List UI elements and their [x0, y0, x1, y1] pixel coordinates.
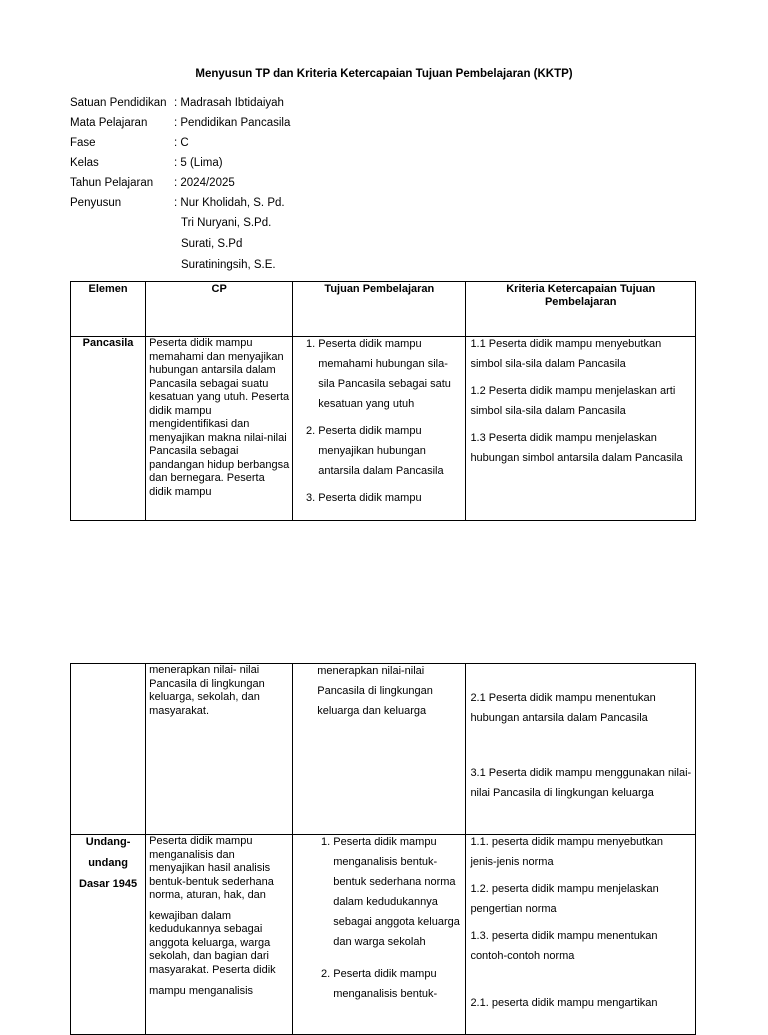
meta-row-mapel: [70, 116, 290, 136]
kktp-item: 1.2 Peserta didik mampu menjelaskan arti simbol sila-sila dalam Pancasila: [470, 385, 676, 417]
cell-elemen: [71, 835, 146, 1035]
table-row: [71, 664, 696, 835]
cell-tp: [293, 664, 466, 835]
cell-cp: Peserta didik mampu memahami dan menyajikan hubungan antarsila dalam Pancasila sebagai suatu kesatuan yang utuh. Peserta didik mampu mengidentifikasi dan menyajikan makna nilai-nilai Pancasila sebagai pandangan hidup berbangsa dan bernegara. Peserta didik mampu: [146, 337, 293, 521]
kktp-item: 2.1 Peserta didik mampu menentukan hubungan antarsila dalam Pancasila: [470, 692, 656, 724]
cp-part: kewajiban dalam kedudukannya sebagai anggota keluarga, warga sekolah, dan bagian dari masyarakat. Peserta didik: [149, 909, 276, 976]
cell-cp: menerapkan nilai- nilai Pancasila di lingkungan keluarga, sekolah, dan masyarakat.: [146, 664, 293, 835]
meta-author: Surati, S.Pd: [181, 238, 243, 250]
kktp-item: 2.1. peserta didik mampu mengartikan: [470, 997, 658, 1009]
meta-label: Satuan Pendidikan: [70, 97, 167, 109]
kktp-table-page1: [70, 281, 696, 521]
cell-tp: [293, 337, 466, 521]
tp-item: 1. Peserta didik mampu menganalisis bentuk-bentuk sederhana norma dalam kedudukannya sebagai anggota keluarga dan warga sekolah: [333, 832, 462, 952]
kktp-table-page2: [70, 663, 696, 1035]
tp-item: 2. Peserta didik mampu menganalisis bentuk-: [333, 964, 462, 1004]
meta-author: Suratiningsih, S.E.: [181, 259, 276, 271]
meta-label: Kelas: [70, 157, 99, 169]
document-meta: [70, 96, 290, 279]
meta-label: Fase: [70, 137, 96, 149]
document-title: Menyusun TP dan Kriteria Ketercapaian Tujuan Pembelajaran (KKTP): [195, 68, 573, 80]
cell-elemen-empty: [71, 664, 146, 835]
kktp-item: 3.1 Peserta didik mampu menggunakan nilai-nilai Pancasila di lingkungan keluarga: [470, 767, 692, 799]
tp-item: 3. Peserta didik mampu: [318, 488, 462, 508]
meta-row-tahun: [70, 176, 290, 196]
cell-kktp: [466, 835, 696, 1035]
meta-row-satuan: [70, 96, 290, 116]
meta-value: : 5 (Lima): [174, 157, 223, 169]
cp-part: Peserta didik mampu menganalisis dan menyajikan hasil analisis bentuk-bentuk sederhana norma, aturan, hak, dan: [149, 835, 274, 901]
table-row: [71, 835, 696, 1035]
cell-kktp: [466, 337, 696, 521]
meta-label: Mata Pelajaran: [70, 117, 148, 129]
meta-row-fase: [70, 136, 290, 156]
header-cp: CP: [146, 282, 293, 337]
meta-row-penyusun: [70, 196, 290, 216]
cell-kktp: [466, 664, 696, 835]
header-kktp: Kriteria Ketercapaian Tujuan Pembelajaran: [466, 282, 696, 337]
kktp-item: 1.3. peserta didik mampu menentukan contoh-contoh norma: [470, 930, 658, 962]
cell-cp: [146, 835, 293, 1035]
header-elemen: Elemen: [71, 282, 146, 337]
cp-part: mampu menganalisis: [149, 985, 254, 997]
meta-value: : 2024/2025: [174, 177, 235, 189]
header-tujuan: Tujuan Pembelajaran: [293, 282, 466, 337]
meta-author: Tri Nuryani, S.Pd.: [181, 217, 272, 229]
kktp-item: 1.3 Peserta didik mampu menjelaskan hubungan simbol antarsila dalam Pancasila: [470, 432, 683, 464]
meta-label: Tahun Pelajaran: [70, 177, 154, 189]
tp-item: 1. Peserta didik mampu memahami hubungan sila-sila Pancasila sebagai satu kesatuan yang utuh: [318, 334, 462, 414]
kktp-item: 1.1 Peserta didik mampu menyebutkan simbol sila-sila dalam Pancasila: [470, 338, 662, 370]
kktp-item: 1.2. peserta didik mampu menjelaskan pengertian norma: [470, 883, 659, 915]
tp-item: 2. Peserta didik mampu menyajikan hubungan antarsila dalam Pancasila: [318, 421, 462, 481]
cell-tp: [293, 835, 466, 1035]
meta-value: : Pendidikan Pancasila: [174, 117, 291, 129]
kktp-item: 1.1. peserta didik mampu menyebutkan jenis-jenis norma: [470, 836, 664, 868]
meta-value: : Madrasah Ibtidaiyah: [174, 97, 284, 109]
tp-continuation: menerapkan nilai-nilai Pancasila di lingkungan keluarga dan keluarga: [317, 665, 433, 717]
cell-elemen: Pancasila: [71, 337, 146, 521]
meta-value: : C: [174, 137, 189, 149]
table-header-row: [71, 282, 696, 337]
table-row: [71, 337, 696, 521]
meta-row-kelas: [70, 156, 290, 176]
meta-value: : Nur Kholidah, S. Pd.: [174, 197, 285, 209]
meta-label: Penyusun: [70, 197, 122, 209]
elemen-uud: Undang-undang Dasar 1945: [79, 836, 138, 890]
